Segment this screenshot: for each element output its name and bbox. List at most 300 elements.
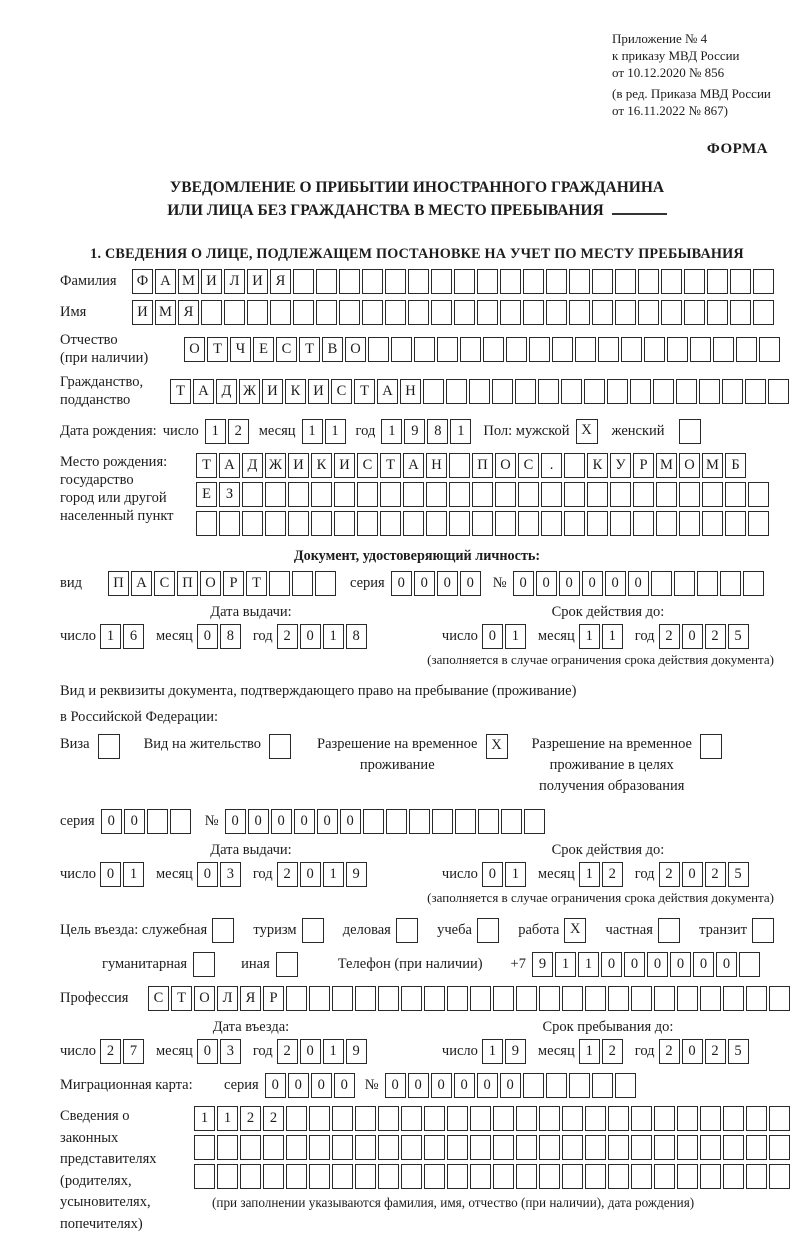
char-cell[interactable] (339, 269, 360, 294)
char-cell[interactable] (608, 1164, 629, 1189)
char-cell[interactable]: Р (263, 986, 284, 1011)
gender-female-checkbox[interactable] (679, 419, 701, 444)
char-cell[interactable] (469, 379, 490, 404)
char-cell[interactable] (423, 379, 444, 404)
char-cell[interactable] (265, 482, 286, 507)
char-cell[interactable] (414, 337, 435, 362)
char-cell[interactable]: 5 (728, 624, 749, 649)
char-cell[interactable] (403, 511, 424, 536)
char-cell[interactable]: О (194, 986, 215, 1011)
char-cell[interactable] (562, 1106, 583, 1131)
char-cell[interactable] (357, 482, 378, 507)
char-cell[interactable]: 7 (123, 1039, 144, 1064)
purpose-other-checkbox[interactable] (276, 952, 298, 977)
purpose-humanitarian-checkbox[interactable] (193, 952, 215, 977)
char-cell[interactable]: 2 (705, 1039, 726, 1064)
char-cell[interactable] (529, 337, 550, 362)
char-cell[interactable] (539, 1164, 560, 1189)
char-cell[interactable]: 3 (220, 862, 241, 887)
char-cell[interactable] (516, 1135, 537, 1160)
char-cell[interactable]: 2 (277, 862, 298, 887)
char-cell[interactable] (615, 1073, 636, 1098)
char-cell[interactable] (654, 1164, 675, 1189)
char-cell[interactable]: Т (380, 453, 401, 478)
char-cell[interactable] (431, 269, 452, 294)
char-cell[interactable] (725, 482, 746, 507)
char-cell[interactable]: 0 (682, 624, 703, 649)
char-cell[interactable] (363, 809, 384, 834)
char-cell[interactable] (472, 482, 493, 507)
char-cell[interactable]: Д (242, 453, 263, 478)
char-cell[interactable]: 5 (728, 1039, 749, 1064)
char-cell[interactable] (569, 269, 590, 294)
char-cell[interactable] (654, 1135, 675, 1160)
char-cell[interactable] (493, 1164, 514, 1189)
char-cell[interactable]: 0 (271, 809, 292, 834)
char-cell[interactable] (598, 337, 619, 362)
char-cell[interactable]: 0 (431, 1073, 452, 1098)
char-cell[interactable] (569, 300, 590, 325)
char-cell[interactable] (723, 1106, 744, 1131)
char-cell[interactable]: 0 (437, 571, 458, 596)
char-cell[interactable] (607, 379, 628, 404)
char-cell[interactable]: 0 (248, 809, 269, 834)
char-cell[interactable] (339, 300, 360, 325)
char-cell[interactable]: 9 (346, 862, 367, 887)
char-cell[interactable]: 2 (100, 1039, 121, 1064)
char-cell[interactable] (633, 511, 654, 536)
char-cell[interactable]: 0 (288, 1073, 309, 1098)
char-cell[interactable]: 0 (682, 1039, 703, 1064)
char-cell[interactable]: Ф (132, 269, 153, 294)
char-cell[interactable] (679, 482, 700, 507)
char-cell[interactable] (630, 379, 651, 404)
char-cell[interactable] (518, 482, 539, 507)
char-cell[interactable] (217, 1164, 238, 1189)
char-cell[interactable] (311, 482, 332, 507)
char-cell[interactable]: 2 (263, 1106, 284, 1131)
char-cell[interactable] (500, 269, 521, 294)
char-cell[interactable] (424, 1164, 445, 1189)
char-cell[interactable] (722, 379, 743, 404)
permit-temp-edu-checkbox[interactable] (700, 734, 722, 759)
char-cell[interactable] (495, 482, 516, 507)
char-cell[interactable] (768, 379, 789, 404)
char-cell[interactable] (447, 1135, 468, 1160)
purpose-tourism-checkbox[interactable] (302, 918, 324, 943)
char-cell[interactable]: 8 (346, 624, 367, 649)
char-cell[interactable] (720, 571, 741, 596)
char-cell[interactable] (769, 986, 790, 1011)
char-cell[interactable] (610, 511, 631, 536)
char-cell[interactable] (723, 986, 744, 1011)
char-cell[interactable]: Я (178, 300, 199, 325)
char-cell[interactable] (362, 300, 383, 325)
char-cell[interactable]: Ж (239, 379, 260, 404)
char-cell[interactable] (386, 809, 407, 834)
char-cell[interactable]: З (219, 482, 240, 507)
char-cell[interactable]: Ч (230, 337, 251, 362)
char-cell[interactable] (247, 300, 268, 325)
char-cell[interactable]: И (247, 269, 268, 294)
gender-male-checkbox[interactable]: X (576, 419, 598, 444)
char-cell[interactable] (447, 1106, 468, 1131)
char-cell[interactable]: 0 (559, 571, 580, 596)
char-cell[interactable]: 6 (123, 624, 144, 649)
char-cell[interactable] (638, 269, 659, 294)
char-cell[interactable] (700, 986, 721, 1011)
char-cell[interactable] (592, 269, 613, 294)
char-cell[interactable]: 1 (505, 624, 526, 649)
char-cell[interactable]: 0 (693, 952, 714, 977)
char-cell[interactable]: 1 (505, 862, 526, 887)
char-cell[interactable] (242, 482, 263, 507)
char-cell[interactable]: 8 (220, 624, 241, 649)
char-cell[interactable]: Я (240, 986, 261, 1011)
char-cell[interactable] (561, 379, 582, 404)
char-cell[interactable] (447, 986, 468, 1011)
char-cell[interactable] (608, 1106, 629, 1131)
char-cell[interactable] (408, 300, 429, 325)
char-cell[interactable]: 0 (605, 571, 626, 596)
char-cell[interactable] (524, 809, 545, 834)
char-cell[interactable]: 1 (579, 624, 600, 649)
char-cell[interactable]: 2 (659, 1039, 680, 1064)
char-cell[interactable]: 1 (194, 1106, 215, 1131)
char-cell[interactable] (501, 809, 522, 834)
char-cell[interactable] (631, 1135, 652, 1160)
char-cell[interactable] (409, 809, 430, 834)
char-cell[interactable]: 0 (460, 571, 481, 596)
purpose-private-checkbox[interactable] (658, 918, 680, 943)
char-cell[interactable] (753, 269, 774, 294)
char-cell[interactable]: Т (196, 453, 217, 478)
char-cell[interactable] (753, 300, 774, 325)
char-cell[interactable]: С (148, 986, 169, 1011)
char-cell[interactable] (263, 1135, 284, 1160)
char-cell[interactable] (769, 1164, 790, 1189)
char-cell[interactable] (449, 453, 470, 478)
char-cell[interactable]: . (541, 453, 562, 478)
char-cell[interactable] (523, 269, 544, 294)
char-cell[interactable] (539, 986, 560, 1011)
char-cell[interactable] (293, 269, 314, 294)
permit-visa-checkbox[interactable] (98, 734, 120, 759)
char-cell[interactable] (385, 300, 406, 325)
char-cell[interactable] (493, 986, 514, 1011)
char-cell[interactable]: К (285, 379, 306, 404)
char-cell[interactable]: 1 (555, 952, 576, 977)
char-cell[interactable] (309, 1164, 330, 1189)
char-cell[interactable]: А (155, 269, 176, 294)
char-cell[interactable] (454, 269, 475, 294)
char-cell[interactable] (378, 1106, 399, 1131)
char-cell[interactable]: 2 (659, 862, 680, 887)
char-cell[interactable]: С (518, 453, 539, 478)
char-cell[interactable]: 0 (647, 952, 668, 977)
char-cell[interactable] (746, 986, 767, 1011)
char-cell[interactable]: Н (426, 453, 447, 478)
char-cell[interactable] (736, 337, 757, 362)
purpose-work-checkbox[interactable]: X (564, 918, 586, 943)
char-cell[interactable] (449, 482, 470, 507)
char-cell[interactable]: 1 (323, 1039, 344, 1064)
char-cell[interactable]: 0 (477, 1073, 498, 1098)
char-cell[interactable] (506, 337, 527, 362)
char-cell[interactable]: О (679, 453, 700, 478)
char-cell[interactable]: А (403, 453, 424, 478)
char-cell[interactable] (684, 269, 705, 294)
char-cell[interactable]: 0 (300, 624, 321, 649)
char-cell[interactable]: 0 (624, 952, 645, 977)
char-cell[interactable]: 1 (381, 419, 402, 444)
char-cell[interactable] (194, 1164, 215, 1189)
char-cell[interactable]: О (200, 571, 221, 596)
char-cell[interactable]: 0 (385, 1073, 406, 1098)
char-cell[interactable] (355, 1164, 376, 1189)
char-cell[interactable]: 3 (220, 1039, 241, 1064)
char-cell[interactable] (516, 1164, 537, 1189)
char-cell[interactable] (723, 1164, 744, 1189)
char-cell[interactable] (759, 337, 780, 362)
char-cell[interactable] (460, 337, 481, 362)
char-cell[interactable]: Е (253, 337, 274, 362)
char-cell[interactable]: Т (354, 379, 375, 404)
purpose-study-checkbox[interactable] (477, 918, 499, 943)
char-cell[interactable] (424, 986, 445, 1011)
purpose-official-checkbox[interactable] (212, 918, 234, 943)
char-cell[interactable] (746, 1106, 767, 1131)
char-cell[interactable]: 1 (579, 862, 600, 887)
char-cell[interactable] (562, 986, 583, 1011)
char-cell[interactable] (516, 986, 537, 1011)
char-cell[interactable] (217, 1135, 238, 1160)
char-cell[interactable]: Т (207, 337, 228, 362)
char-cell[interactable] (332, 1135, 353, 1160)
char-cell[interactable]: С (276, 337, 297, 362)
char-cell[interactable]: О (495, 453, 516, 478)
char-cell[interactable] (270, 300, 291, 325)
char-cell[interactable] (493, 1135, 514, 1160)
char-cell[interactable] (546, 269, 567, 294)
char-cell[interactable] (585, 1135, 606, 1160)
char-cell[interactable] (700, 1135, 721, 1160)
char-cell[interactable] (700, 1164, 721, 1189)
char-cell[interactable] (539, 1106, 560, 1131)
char-cell[interactable] (661, 269, 682, 294)
char-cell[interactable] (656, 482, 677, 507)
char-cell[interactable] (745, 379, 766, 404)
purpose-transit-checkbox[interactable] (752, 918, 774, 943)
char-cell[interactable] (316, 300, 337, 325)
char-cell[interactable]: О (184, 337, 205, 362)
char-cell[interactable]: 1 (217, 1106, 238, 1131)
char-cell[interactable] (332, 986, 353, 1011)
char-cell[interactable] (523, 1073, 544, 1098)
char-cell[interactable] (676, 379, 697, 404)
char-cell[interactable] (432, 809, 453, 834)
char-cell[interactable] (592, 1073, 613, 1098)
char-cell[interactable]: 2 (277, 1039, 298, 1064)
char-cell[interactable]: Д (216, 379, 237, 404)
char-cell[interactable]: 0 (101, 809, 122, 834)
char-cell[interactable] (615, 300, 636, 325)
char-cell[interactable]: 0 (317, 809, 338, 834)
purpose-business-checkbox[interactable] (396, 918, 418, 943)
char-cell[interactable] (677, 986, 698, 1011)
char-cell[interactable]: 0 (294, 809, 315, 834)
char-cell[interactable] (584, 379, 605, 404)
char-cell[interactable] (679, 511, 700, 536)
char-cell[interactable]: И (288, 453, 309, 478)
char-cell[interactable] (653, 379, 674, 404)
char-cell[interactable]: 1 (100, 624, 121, 649)
char-cell[interactable] (447, 1164, 468, 1189)
char-cell[interactable] (477, 269, 498, 294)
char-cell[interactable]: 2 (659, 624, 680, 649)
char-cell[interactable] (401, 1106, 422, 1131)
char-cell[interactable] (437, 337, 458, 362)
char-cell[interactable] (564, 453, 585, 478)
char-cell[interactable]: 0 (300, 862, 321, 887)
char-cell[interactable]: 0 (628, 571, 649, 596)
char-cell[interactable] (355, 986, 376, 1011)
char-cell[interactable] (240, 1135, 261, 1160)
char-cell[interactable]: 1 (123, 862, 144, 887)
char-cell[interactable]: 2 (705, 862, 726, 887)
char-cell[interactable] (286, 1164, 307, 1189)
char-cell[interactable] (483, 337, 504, 362)
char-cell[interactable] (564, 482, 585, 507)
title-blank-underline[interactable] (612, 199, 667, 215)
char-cell[interactable] (523, 300, 544, 325)
char-cell[interactable]: 0 (197, 1039, 218, 1064)
char-cell[interactable]: 2 (705, 624, 726, 649)
char-cell[interactable]: П (108, 571, 129, 596)
char-cell[interactable] (562, 1164, 583, 1189)
char-cell[interactable]: 0 (513, 571, 534, 596)
char-cell[interactable] (470, 1164, 491, 1189)
char-cell[interactable] (315, 571, 336, 596)
char-cell[interactable] (730, 300, 751, 325)
char-cell[interactable]: С (331, 379, 352, 404)
char-cell[interactable]: 0 (100, 862, 121, 887)
char-cell[interactable] (316, 269, 337, 294)
char-cell[interactable] (286, 1106, 307, 1131)
char-cell[interactable]: Т (246, 571, 267, 596)
char-cell[interactable]: 2 (277, 624, 298, 649)
char-cell[interactable]: Л (224, 269, 245, 294)
char-cell[interactable] (170, 809, 191, 834)
char-cell[interactable]: 0 (197, 624, 218, 649)
char-cell[interactable] (478, 809, 499, 834)
char-cell[interactable]: Л (217, 986, 238, 1011)
char-cell[interactable] (355, 1106, 376, 1131)
char-cell[interactable] (378, 986, 399, 1011)
char-cell[interactable] (743, 571, 764, 596)
char-cell[interactable]: 1 (482, 1039, 503, 1064)
char-cell[interactable] (515, 379, 536, 404)
char-cell[interactable] (286, 986, 307, 1011)
char-cell[interactable] (380, 482, 401, 507)
char-cell[interactable] (401, 1135, 422, 1160)
char-cell[interactable]: 2 (240, 1106, 261, 1131)
char-cell[interactable]: 0 (340, 809, 361, 834)
char-cell[interactable] (455, 809, 476, 834)
char-cell[interactable] (493, 1106, 514, 1131)
char-cell[interactable] (311, 511, 332, 536)
char-cell[interactable] (730, 269, 751, 294)
char-cell[interactable]: 9 (505, 1039, 526, 1064)
char-cell[interactable] (286, 1135, 307, 1160)
char-cell[interactable]: Ж (265, 453, 286, 478)
char-cell[interactable] (424, 1106, 445, 1131)
char-cell[interactable] (631, 1164, 652, 1189)
char-cell[interactable]: У (610, 453, 631, 478)
char-cell[interactable] (408, 269, 429, 294)
char-cell[interactable]: 0 (482, 624, 503, 649)
char-cell[interactable]: П (177, 571, 198, 596)
char-cell[interactable]: 1 (579, 1039, 600, 1064)
char-cell[interactable] (518, 511, 539, 536)
char-cell[interactable]: Е (196, 482, 217, 507)
char-cell[interactable] (592, 300, 613, 325)
char-cell[interactable]: 0 (482, 862, 503, 887)
char-cell[interactable]: А (193, 379, 214, 404)
char-cell[interactable]: И (201, 269, 222, 294)
char-cell[interactable] (608, 1135, 629, 1160)
char-cell[interactable] (454, 300, 475, 325)
char-cell[interactable] (631, 986, 652, 1011)
char-cell[interactable] (746, 1164, 767, 1189)
char-cell[interactable]: 2 (602, 1039, 623, 1064)
char-cell[interactable]: К (311, 453, 332, 478)
char-cell[interactable] (713, 337, 734, 362)
char-cell[interactable] (631, 1106, 652, 1131)
char-cell[interactable]: 0 (311, 1073, 332, 1098)
char-cell[interactable] (495, 511, 516, 536)
char-cell[interactable] (293, 300, 314, 325)
char-cell[interactable] (585, 986, 606, 1011)
char-cell[interactable]: 9 (404, 419, 425, 444)
char-cell[interactable]: 0 (670, 952, 691, 977)
char-cell[interactable] (585, 1106, 606, 1131)
char-cell[interactable] (332, 1164, 353, 1189)
char-cell[interactable]: А (131, 571, 152, 596)
char-cell[interactable] (702, 511, 723, 536)
char-cell[interactable] (263, 1164, 284, 1189)
permit-residence-checkbox[interactable] (269, 734, 291, 759)
char-cell[interactable] (362, 269, 383, 294)
char-cell[interactable]: 1 (302, 419, 323, 444)
char-cell[interactable]: 1 (325, 419, 346, 444)
char-cell[interactable] (332, 1106, 353, 1131)
char-cell[interactable] (401, 986, 422, 1011)
char-cell[interactable] (690, 337, 711, 362)
char-cell[interactable] (334, 482, 355, 507)
char-cell[interactable]: 0 (197, 862, 218, 887)
char-cell[interactable] (769, 1106, 790, 1131)
char-cell[interactable]: М (702, 453, 723, 478)
char-cell[interactable] (615, 269, 636, 294)
char-cell[interactable]: 0 (682, 862, 703, 887)
char-cell[interactable] (196, 511, 217, 536)
char-cell[interactable]: Н (400, 379, 421, 404)
char-cell[interactable]: 0 (716, 952, 737, 977)
char-cell[interactable]: П (472, 453, 493, 478)
char-cell[interactable] (355, 1135, 376, 1160)
char-cell[interactable] (667, 337, 688, 362)
